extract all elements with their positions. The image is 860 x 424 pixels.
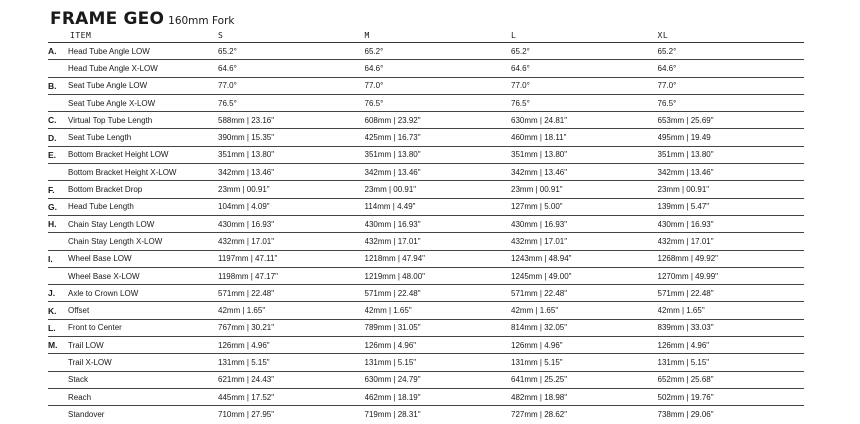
value-size-l: 630mm | 24.81" [511, 112, 658, 129]
geometry-table [48, 29, 804, 423]
value-size-s: 430mm | 16.93" [218, 215, 365, 232]
value-size-l: 342mm | 13.46" [511, 164, 658, 181]
row-item: Front to Center [66, 319, 218, 336]
value-size-m: 23mm | 00.91" [365, 181, 512, 198]
value-size-xl: 131mm | 5.15" [658, 354, 805, 371]
value-size-l: 571mm | 22.48" [511, 285, 658, 302]
row-item: Head Tube Length [66, 198, 218, 215]
title-row [50, 9, 234, 29]
value-size-l: 460mm | 18.11" [511, 129, 658, 146]
row-item: Head Tube Angle X-LOW [66, 60, 218, 77]
header-row [48, 29, 804, 43]
value-size-s: 76.5° [218, 94, 365, 111]
value-size-xl: 839mm | 33.03" [658, 319, 805, 336]
value-size-s: 571mm | 22.48" [218, 285, 365, 302]
value-size-m: 630mm | 24.79" [365, 371, 512, 388]
row-letter: F. [48, 181, 66, 198]
value-size-l: 482mm | 18.98" [511, 388, 658, 405]
value-size-s: 65.2° [218, 43, 365, 60]
row-item: Axle to Crown LOW [66, 285, 218, 302]
row-item: Trail LOW [66, 337, 218, 354]
value-size-l: 351mm | 13.80" [511, 146, 658, 163]
value-size-m: 430mm | 16.93" [365, 215, 512, 232]
value-size-xl: 42mm | 1.65" [658, 302, 805, 319]
value-size-m: 719mm | 28.31" [364, 409, 421, 419]
value-size-m: 65.2° [365, 43, 512, 60]
value-size-s: 131mm | 5.15" [218, 354, 365, 371]
page-title: FRAME GEO [50, 9, 165, 29]
value-size-s: 342mm | 13.46" [218, 164, 365, 181]
header-size-xl: XL [658, 29, 805, 43]
value-size-s: 621mm | 24.43" [218, 371, 365, 388]
row-letter: K. [48, 302, 66, 319]
row-item: Reach [66, 388, 218, 405]
row-item: Bottom Bracket Height X-LOW [66, 164, 218, 181]
table-row [48, 267, 804, 284]
value-size-xl: 77.0° [658, 77, 805, 94]
row-item: Offset [66, 302, 218, 319]
value-size-s: 710mm | 27.95" [218, 409, 275, 419]
value-size-s: 77.0° [218, 77, 365, 94]
value-size-xl: 653mm | 25.69" [658, 112, 805, 129]
row-letter: B. [48, 77, 66, 94]
row-letter: G. [48, 198, 66, 215]
row-item: Seat Tube Angle X-LOW [66, 94, 218, 111]
value-size-xl: 64.6° [658, 60, 805, 77]
table-row [48, 60, 804, 77]
value-size-xl: 139mm | 5.47" [658, 198, 805, 215]
row-letter [48, 354, 66, 371]
row-letter [48, 406, 66, 423]
value-size-xl: 23mm | 00.91" [658, 181, 805, 198]
table-row [48, 181, 804, 198]
value-size-m: 462mm | 18.19" [365, 388, 512, 405]
row-item: Standover [68, 409, 105, 419]
table-row [48, 198, 804, 215]
row-letter [48, 164, 66, 181]
table-row [48, 406, 804, 423]
row-item: Bottom Bracket Height LOW [66, 146, 218, 163]
value-size-s: 126mm | 4.96" [218, 337, 365, 354]
value-size-xl: 76.5° [658, 94, 805, 111]
row-letter: J. [48, 285, 66, 302]
table-row [48, 164, 804, 181]
header-size-m: M [365, 29, 512, 43]
row-item: Wheel Base LOW [66, 250, 218, 267]
value-size-l: 432mm | 17.01" [511, 233, 658, 250]
table-row [48, 371, 804, 388]
table-row [48, 146, 804, 163]
value-size-l: 430mm | 16.93" [511, 215, 658, 232]
value-size-s: 432mm | 17.01" [218, 233, 365, 250]
row-letter: A. [48, 43, 66, 60]
row-letter [48, 60, 66, 77]
value-size-m: 425mm | 16.73" [365, 129, 512, 146]
table-row [48, 43, 804, 60]
row-letter [48, 388, 66, 405]
value-size-xl: 652mm | 25.68" [658, 371, 805, 388]
row-letter: C. [48, 112, 66, 129]
row-letter [48, 371, 66, 388]
value-size-l: 64.6° [511, 60, 658, 77]
value-size-m: 76.5° [365, 94, 512, 111]
table-row [48, 77, 804, 94]
value-size-s: 64.6° [218, 60, 365, 77]
header-letter [48, 29, 66, 43]
value-size-l: 23mm | 00.91" [511, 181, 658, 198]
row-item: Head Tube Angle LOW [66, 43, 218, 60]
table-row [48, 233, 804, 250]
value-size-xl: 351mm | 13.80" [658, 146, 805, 163]
value-size-s: 1198mm | 47.17" [218, 267, 365, 284]
value-size-s: 767mm | 30.21" [218, 319, 365, 336]
value-size-m: 131mm | 5.15" [365, 354, 512, 371]
value-size-xl: 495mm | 19.49 [658, 129, 805, 146]
value-size-xl: 502mm | 19.76" [658, 388, 805, 405]
value-size-s: 1197mm | 47.11" [218, 250, 365, 267]
value-size-s: 104mm | 4.09" [218, 198, 365, 215]
value-size-s: 351mm | 13.80" [218, 146, 365, 163]
value-size-l: 127mm | 5.00" [511, 198, 658, 215]
value-size-xl: 65.2° [658, 43, 805, 60]
table-row [48, 285, 804, 302]
row-letter: H. [48, 215, 66, 232]
table-row [48, 215, 804, 232]
value-size-s: 588mm | 23.16" [218, 112, 365, 129]
value-size-xl: 1270mm | 49.99" [658, 267, 805, 284]
value-size-l: 641mm | 25.25" [511, 371, 658, 388]
value-size-xl: 430mm | 16.93" [658, 215, 805, 232]
row-letter [48, 94, 66, 111]
value-size-l: 131mm | 5.15" [511, 354, 658, 371]
value-size-l: 126mm | 4.96" [511, 337, 658, 354]
value-size-m: 1218mm | 47.94" [365, 250, 512, 267]
value-size-m: 571mm | 22.48" [365, 285, 512, 302]
value-size-l: 1243mm | 48.94" [511, 250, 658, 267]
value-size-s: 445mm | 17.52" [218, 388, 365, 405]
value-size-xl: 738mm | 29.06" [657, 409, 714, 419]
table-row [48, 319, 804, 336]
row-letter: E. [48, 146, 66, 163]
value-size-m: 342mm | 13.46" [365, 164, 512, 181]
value-size-m: 1219mm | 48.00" [365, 267, 512, 284]
value-size-m: 42mm | 1.65" [365, 302, 512, 319]
value-size-m: 64.6° [365, 60, 512, 77]
header-size-s: S [218, 29, 365, 43]
row-letter: L. [48, 319, 66, 336]
table-row [48, 302, 804, 319]
row-letter: M. [48, 337, 66, 354]
table-row [48, 250, 804, 267]
value-size-m: 77.0° [365, 77, 512, 94]
value-size-s: 42mm | 1.65" [218, 302, 365, 319]
value-size-l: 1245mm | 49.00" [511, 267, 658, 284]
value-size-l: 727mm | 28.62" [511, 409, 568, 419]
value-size-l: 814mm | 32.05" [511, 319, 658, 336]
header-size-l: L [511, 29, 658, 43]
row-letter: I. [48, 250, 66, 267]
value-size-m: 608mm | 23.92" [365, 112, 512, 129]
table-row [48, 337, 804, 354]
table-row [48, 354, 804, 371]
row-item: Chain Stay Length LOW [66, 215, 218, 232]
value-size-l: 65.2° [511, 43, 658, 60]
value-size-l: 77.0° [511, 77, 658, 94]
row-item: Trail X-LOW [66, 354, 218, 371]
row-item: Virtual Top Tube Length [66, 112, 218, 129]
row-item: Wheel Base X-LOW [66, 267, 218, 284]
row-item: Seat Tube Length [66, 129, 218, 146]
row-item: Seat Tube Angle LOW [66, 77, 218, 94]
table-row [48, 129, 804, 146]
header-item: ITEM [66, 29, 218, 43]
value-size-s: 390mm | 15.35" [218, 129, 365, 146]
table-row [48, 388, 804, 405]
value-size-m: 126mm | 4.96" [365, 337, 512, 354]
value-size-xl: 571mm | 22.48" [658, 285, 805, 302]
value-size-xl: 342mm | 13.46" [658, 164, 805, 181]
row-letter: D. [48, 129, 66, 146]
table-body [48, 43, 804, 423]
value-size-m: 351mm | 13.80" [365, 146, 512, 163]
row-item: Stack [66, 371, 218, 388]
row-letter [48, 267, 66, 284]
value-size-m: 789mm | 31.05" [365, 319, 512, 336]
row-letter [48, 233, 66, 250]
page-subtitle: 160mm Fork [168, 15, 235, 27]
value-size-xl: 126mm | 4.96" [658, 337, 805, 354]
value-size-s: 23mm | 00.91" [218, 181, 365, 198]
value-size-m: 114mm | 4.49" [365, 198, 512, 215]
table-row [48, 112, 804, 129]
row-item: Bottom Bracket Drop [66, 181, 218, 198]
value-size-l: 42mm | 1.65" [511, 302, 658, 319]
value-size-xl: 1268mm | 49.92" [658, 250, 805, 267]
value-size-l: 76.5° [511, 94, 658, 111]
table-row [48, 94, 804, 111]
value-size-m: 432mm | 17.01" [365, 233, 512, 250]
value-size-xl: 432mm | 17.01" [658, 233, 805, 250]
row-item: Chain Stay Length X-LOW [66, 233, 218, 250]
